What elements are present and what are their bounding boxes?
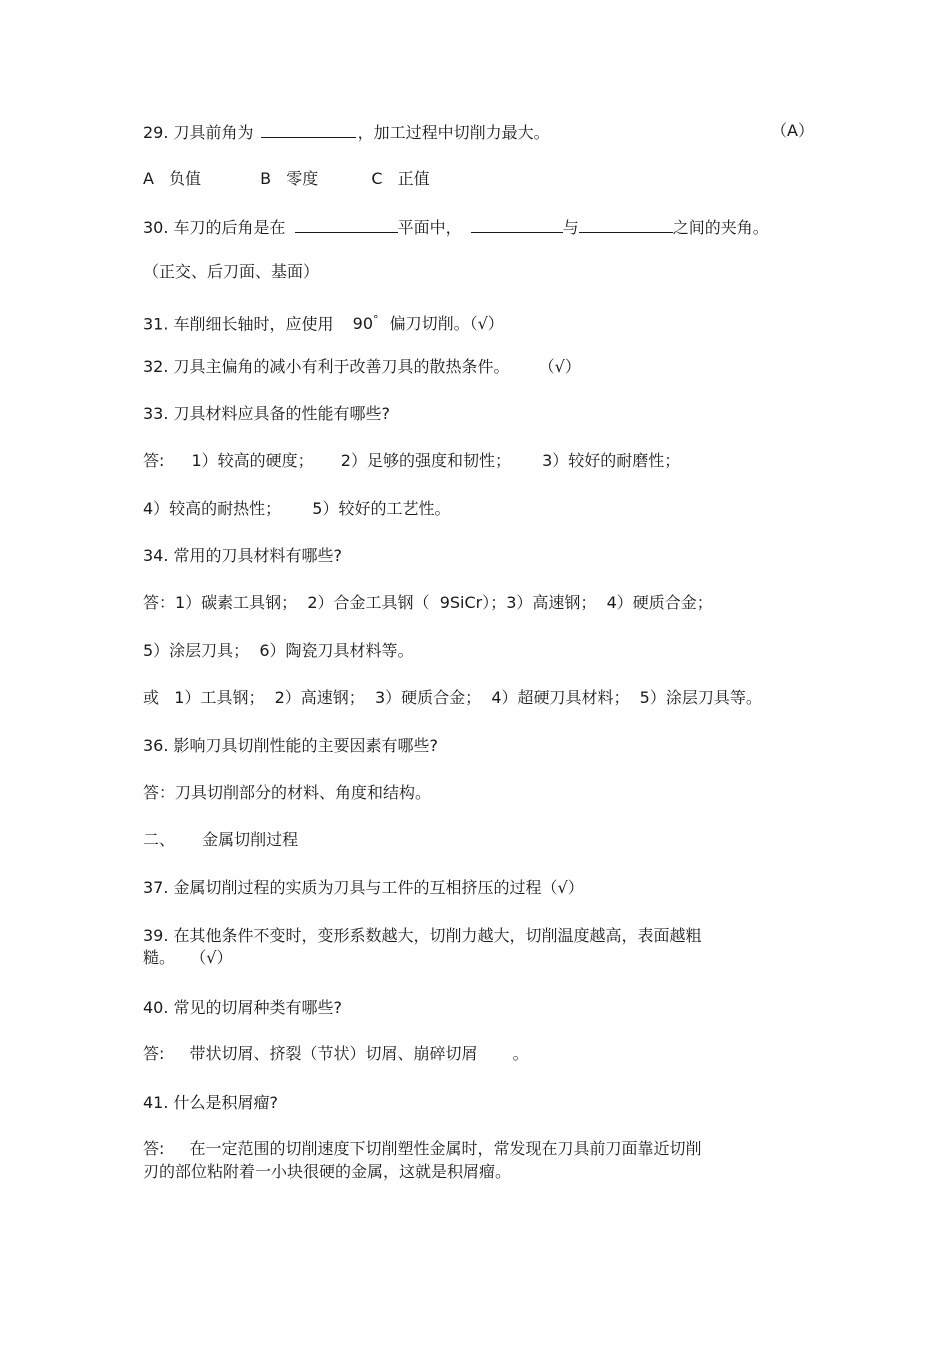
question-37 <box>143 877 584 899</box>
question-text: 与 <box>562 218 579 237</box>
answer-item: 2）足够的强度和韧性； <box>340 451 511 470</box>
answer-40 <box>143 1043 529 1065</box>
question-number: 32. <box>143 357 169 376</box>
answer-label: 答: <box>143 451 165 470</box>
question-number: 30. <box>143 218 169 237</box>
answer-item: 5）较好的工艺性。 <box>312 499 451 518</box>
question-text: 常用的刀具材料有哪些? <box>173 546 343 565</box>
question-text: 之间的夹角。 <box>672 218 769 237</box>
question-36 <box>143 735 438 757</box>
answer-mark: （√） <box>538 357 581 376</box>
options-29 <box>143 168 430 190</box>
fill-blank <box>471 215 563 233</box>
question-number: 37. <box>143 878 169 897</box>
fill-blank <box>579 215 673 233</box>
option-letter: B <box>260 169 272 188</box>
section-number: 二、 <box>143 830 176 849</box>
question-number: 41. <box>143 1093 169 1112</box>
option-label: 零度 <box>286 169 319 188</box>
question-text: 刀具主偏角的减小有利于改善刀具的散热条件。 <box>173 357 510 376</box>
question-text: 车削细长轴时，应使用 <box>173 314 334 334</box>
answer-end: 。 <box>512 1044 529 1063</box>
angle-value: 90 <box>352 314 374 334</box>
question-number: 31. <box>143 314 169 334</box>
question-31 <box>143 309 504 335</box>
question-text: 偏刀切削。（√） <box>389 314 504 334</box>
question-40 <box>143 997 342 1019</box>
question-text: ，加工过程中切削力最大。 <box>357 123 550 142</box>
degree-symbol: ° <box>373 313 379 326</box>
answer-item: 4）较高的耐热性； <box>143 499 282 518</box>
answer-30: （正交、后刀面、基面） <box>143 262 320 281</box>
fill-blank <box>295 215 398 233</box>
answer-item: 1）较高的硬度； <box>191 451 314 470</box>
question-text: 平面中， <box>397 218 462 237</box>
question-34 <box>143 545 342 567</box>
answer-33-line-2 <box>143 498 450 520</box>
question-number: 34. <box>143 546 169 565</box>
section-heading <box>143 829 298 851</box>
answer-label: 答: <box>143 1139 165 1158</box>
section-title: 金属切削过程 <box>202 830 299 849</box>
option-label: 负值 <box>169 169 202 188</box>
option-letter: C <box>371 169 383 188</box>
question-number: 29. <box>143 123 169 142</box>
question-text: 在其他条件不变时，变形系数越大，切削力越大，切削温度越高，表面越粗 <box>173 926 702 945</box>
fill-blank <box>261 120 356 138</box>
question-text: 刀具前角为 <box>173 123 254 142</box>
question-text: 什么是积屑瘤? <box>173 1093 279 1112</box>
answer-34-line-2: 5）涂层刀具； 6）陶瓷刀具材料等。 <box>143 641 414 660</box>
question-39-line-2: 糙。 （√） <box>143 948 233 967</box>
option-letter: A <box>143 169 154 188</box>
question-number: 36. <box>143 736 169 755</box>
question-29 <box>143 120 550 144</box>
question-number: 39. <box>143 926 169 945</box>
question-text: 常见的切屑种类有哪些? <box>173 998 343 1017</box>
answer-item: 3）较好的耐磨性； <box>542 451 681 470</box>
question-number: 33. <box>143 404 169 423</box>
question-text: 刀具材料应具备的性能有哪些? <box>173 404 391 423</box>
answer-36: 答：刀具切削部分的材料、角度和结构。 <box>143 783 432 802</box>
question-39-line-1 <box>143 925 702 947</box>
question-text: 影响刀具切削性能的主要因素有哪些? <box>173 736 439 755</box>
question-30 <box>143 215 769 239</box>
question-number: 40. <box>143 998 169 1017</box>
answer-41-line-2: 刃的部位粘附着一小块很硬的金属，这就是积屑瘤。 <box>143 1162 512 1181</box>
question-32 <box>143 356 581 378</box>
answer-text: 带状切屑、挤裂（节状）切屑、崩碎切屑 <box>189 1044 478 1063</box>
question-text: 金属切削过程的实质为刀具与工件的互相挤压的过程（√） <box>173 878 584 897</box>
option-label: 正值 <box>397 169 430 188</box>
question-41 <box>143 1092 278 1114</box>
answer-34-line-1: 答：1）碳素工具钢； 2）合金工具钢（ 9SiCr）；3）高速钢； 4）硬质合金； <box>143 593 713 612</box>
answer-34-line-3: 或 1）工具钢； 2）高速钢； 3）硬质合金； 4）超硬刀具材料； 5）涂层刀具等。 <box>143 688 762 707</box>
answer-29: （A） <box>771 121 814 140</box>
answer-text: 在一定范围的切削速度下切削塑性金属时，常发现在刀具前刀面靠近切削 <box>189 1139 702 1158</box>
question-text: 车刀的后角是在 <box>173 218 286 237</box>
answer-33-line-1 <box>143 450 680 472</box>
answer-label: 答: <box>143 1044 165 1063</box>
question-33 <box>143 403 390 425</box>
answer-41-line-1 <box>143 1138 702 1160</box>
